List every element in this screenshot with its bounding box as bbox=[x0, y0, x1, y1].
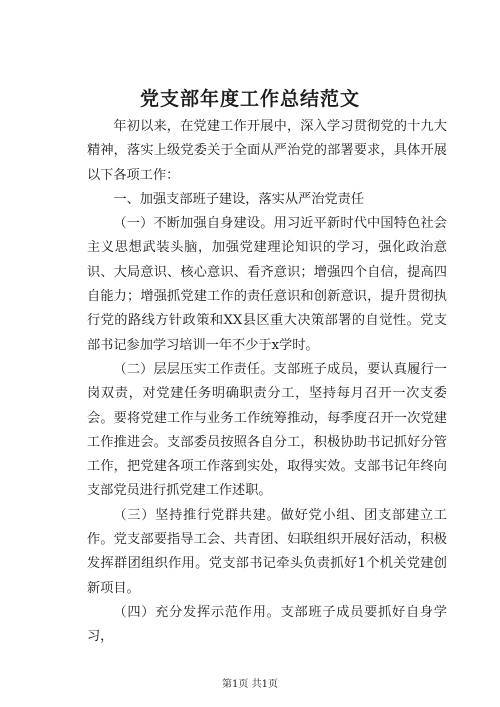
document-body bbox=[87, 115, 447, 650]
section-heading: 一、加强支部班子建设，落实从严治党责任 bbox=[113, 191, 364, 207]
paragraph-item-3: （三）坚持推行党群共建。做好党小组、团支部建立工作。党支部要指导工会、共青团、妇联组织开展好活动，积极发挥群团组织作用。党支部书记牵头负责抓好1个机关党建创新项目。 bbox=[87, 507, 447, 596]
page-footer: 第1页 共1页 bbox=[222, 679, 278, 690]
paragraph-item-1: （一）不断加强自身建设。用习近平新时代中国特色社会主义思想武装头脑，加强党建理论知识的学习，强化政治意识、大局意识、核心意识、看齐意识；增强四个自信，提高四自能力；增强抓党建工作的责任意识和创新意识，提升贯彻执行党的路线方针政策和XX县区重大决策部署的自觉性。党支部书记参加学习培训一年不少于x学时。 bbox=[87, 216, 447, 353]
paragraph-item-4: （四）充分发挥示范作用。支部班子成员要抓好自身学习， bbox=[87, 604, 447, 645]
document-title: 党支部年度工作总结范文 bbox=[139, 88, 360, 110]
paragraph-item-2: （二）层层压实工作责任。支部班子成员，要认真履行一岗双责，对党建任务明确职责分工，坚持每月召开一次支委会。要将党建工作与业务工作统筹推动，每季度召开一次党建工作推进会。支部委员按照各自分工，积极协助书记抓好分管工作，把党建各项工作落到实处，取得实效。支部书记年终向支部党员进行抓党建工作述职。 bbox=[87, 361, 447, 499]
paragraph-intro: 年初以来，在党建工作开展中，深入学习贯彻党的十九大精神，落实上级党委关于全面从严治党的部署要求，具体开展以下各项工作： bbox=[87, 119, 447, 183]
